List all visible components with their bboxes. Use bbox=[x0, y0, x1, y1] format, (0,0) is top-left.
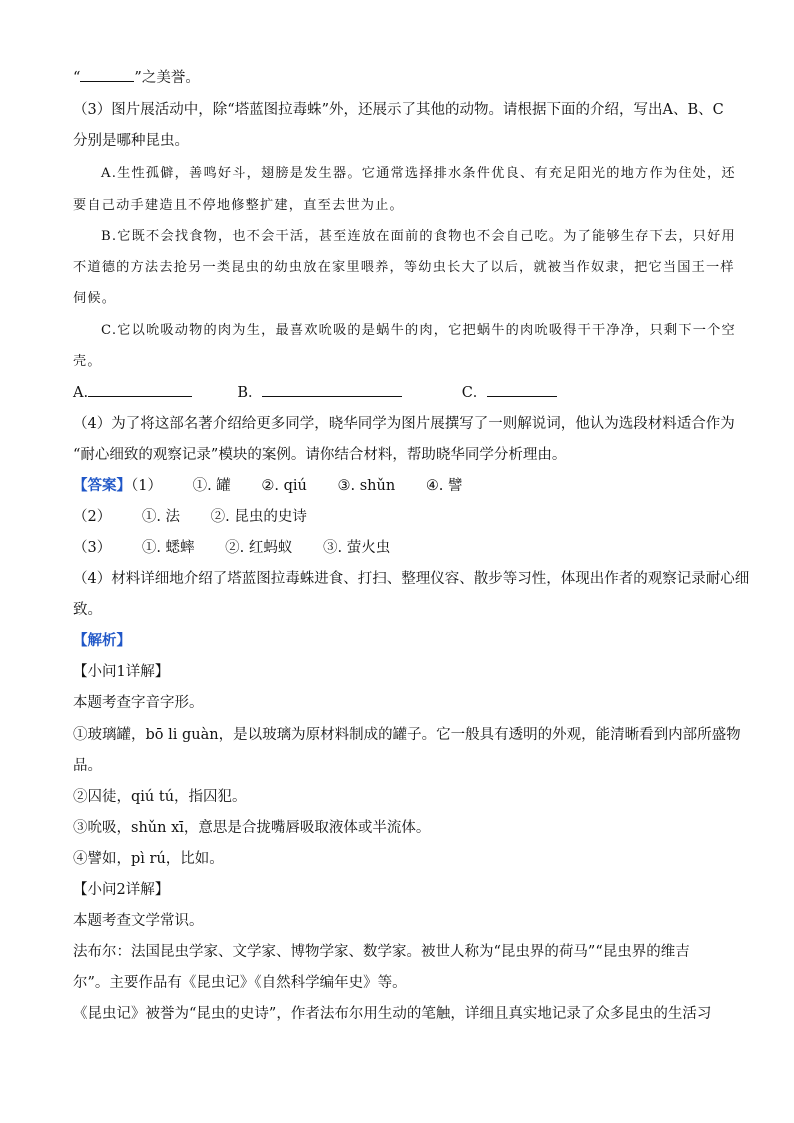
a3-item: ①. 蟋蟀 bbox=[141, 540, 195, 556]
open-quote: “ bbox=[73, 70, 81, 86]
sub1-item1-line-1: ①玻璃罐，bō li guàn，是以玻璃为原材料制成的罐子。它一般具有透明的外观，能清晰看到内部所盛物 bbox=[73, 727, 741, 743]
close-quote-text: ”之美誉。 bbox=[134, 70, 200, 86]
q4-line-2: “耐心细致的观察记录”模块的案例。请你结合材料，帮助晓华同学分析理由。 bbox=[73, 447, 567, 463]
answer-blank bbox=[80, 69, 134, 82]
answer-row-2 bbox=[73, 505, 307, 526]
answer-c-label: C． bbox=[461, 385, 488, 401]
sub1-intro: 本题考查字音字形。 bbox=[73, 695, 204, 711]
q3-b-line-1: B.它既不会找食物，也不会干活，甚至连放在面前的食物也不会自己吃。为了能够生存下去，只好用 bbox=[101, 229, 736, 244]
q3-a-line-1: A.生性孤僻，善鸣好斗，翅膀是发生器。它通常选择排水条件优良、有充足阳光的地方作为住处，还 bbox=[101, 166, 736, 181]
a1-item: ④. 譬 bbox=[425, 478, 463, 494]
a2-item: ②. 昆虫的史诗 bbox=[210, 509, 307, 525]
analysis-tag: 【解析】 bbox=[73, 632, 131, 649]
answer-row-3 bbox=[73, 536, 390, 557]
sub1-item4: ④譬如，pì rú，比如。 bbox=[73, 851, 224, 867]
sub1-item1-line-2: 品。 bbox=[73, 758, 102, 774]
a1-item: ②. qiú bbox=[261, 478, 307, 494]
answer-row-4-line-2: 致。 bbox=[73, 602, 102, 618]
sub2-line-3: 《昆虫记》被誉为“昆虫的史诗”，作者法布尔用生动的笔触，详细且真实地记录了众多昆虫的生活习 bbox=[73, 1006, 712, 1022]
q3-b-line-2: 不道德的方法去抢另一类昆虫的幼虫放在家里喂养，等幼虫长大了以后，就被当作奴隶，把它当国王一样 bbox=[73, 260, 735, 275]
q3-a-line-2: 要自己动手建造且不停地修整扩建，直至去世为止。 bbox=[73, 198, 404, 213]
answer-a-label: A. bbox=[73, 385, 89, 401]
q3-line-1: （3）图片展活动中，除“塔蓝图拉毒蛛”外，还展示了其他的动物。请根据下面的介绍，写出A、B、C bbox=[73, 102, 724, 118]
sub2-line-2: 尔”。主要作品有《昆虫记》《自然科学编年史》等。 bbox=[73, 975, 407, 991]
a3-item: ③. 萤火虫 bbox=[323, 540, 391, 556]
sub2-title: 【小问2详解】 bbox=[73, 882, 170, 898]
sub1-item3: ③吮吸，shǔn xī，意思是合拢嘴唇吸取液体或半流体。 bbox=[73, 820, 431, 836]
answer-a-blank bbox=[88, 384, 192, 397]
q3-c-line-2: 壳。 bbox=[73, 354, 102, 369]
sub1-item2: ②囚徒，qiú tú，指囚犯。 bbox=[73, 789, 247, 805]
a2-item: ①. 法 bbox=[141, 509, 181, 525]
a3-item: ②. 红蚂蚁 bbox=[225, 540, 293, 556]
answer-row-4-line-1: （4）材料详细地介绍了塔蓝图拉毒蛛进食、打扫、整理仪容、散步等习性，体现出作者的观察记录耐心细 bbox=[73, 571, 750, 587]
q2-tail-line bbox=[73, 66, 200, 87]
sub2-intro: 本题考查文学常识。 bbox=[73, 913, 204, 929]
a1-prefix: （1） bbox=[131, 478, 162, 494]
sub2-line-1: 法布尔：法国昆虫学家、文学家、博物学家、数学家。被世人称为“昆虫界的荷马”“昆虫界的维吉 bbox=[73, 944, 690, 960]
q3-line-2: 分别是哪种昆虫。 bbox=[73, 133, 189, 149]
answer-row-1 bbox=[73, 474, 463, 495]
q3-answer-blanks bbox=[73, 381, 557, 402]
q3-c-line-1: C.它以吮吸动物的肉为生，最喜欢吮吸的是蜗牛的肉，它把蜗牛的肉吮吸得干干净净，只剩下一个空 bbox=[101, 323, 736, 338]
sub1-title: 【小问1详解】 bbox=[73, 664, 170, 680]
a1-item: ①. 罐 bbox=[192, 478, 231, 494]
answer-tag: 【答案】 bbox=[73, 477, 131, 494]
q4-line-1: （4）为了将这部名著介绍给更多同学，晓华同学为图片展撰写了一则解说词，他认为选段材料适合作为 bbox=[73, 416, 735, 432]
a1-item: ③. shǔn bbox=[337, 478, 396, 494]
answer-c-blank bbox=[487, 384, 557, 397]
q3-b-line-3: 伺候。 bbox=[73, 291, 117, 306]
a3-prefix: （3） bbox=[73, 540, 112, 556]
answer-b-label: B． bbox=[237, 385, 263, 401]
a2-prefix: （2） bbox=[73, 509, 112, 525]
answer-b-blank bbox=[262, 384, 402, 397]
